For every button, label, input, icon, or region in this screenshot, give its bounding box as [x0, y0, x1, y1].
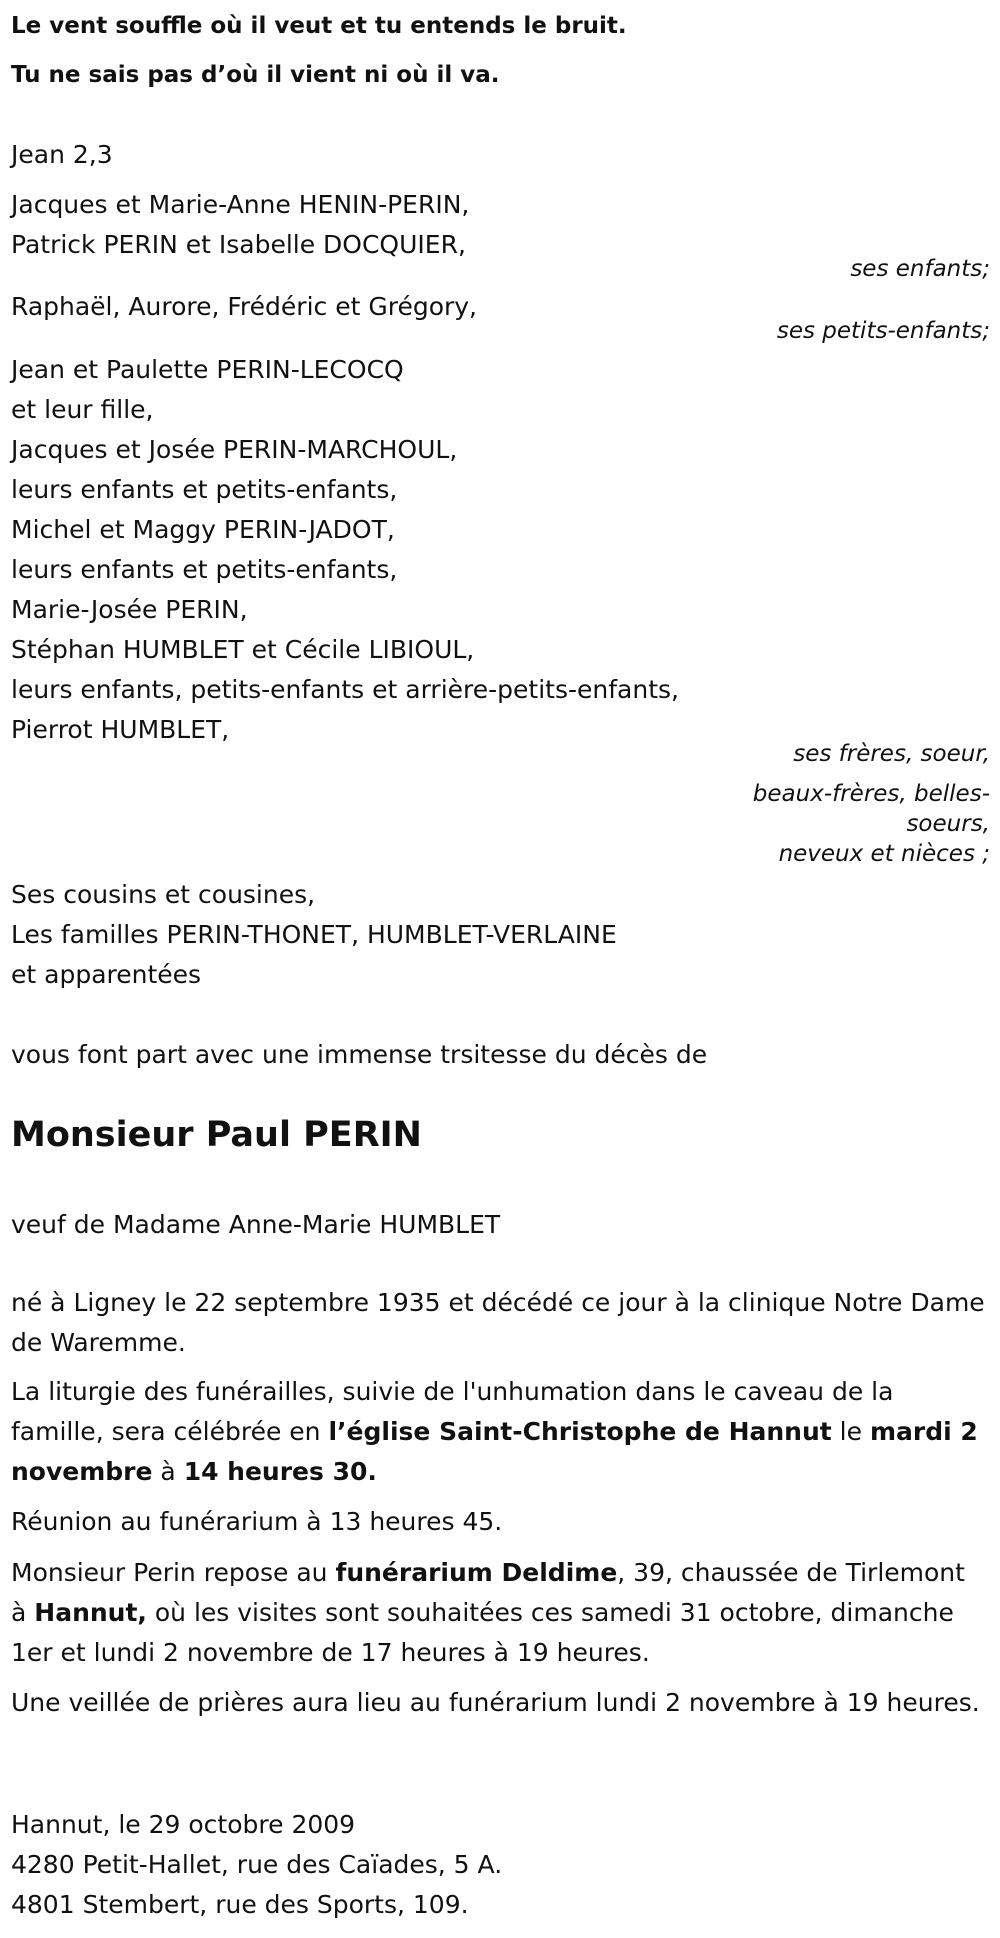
rest-paragraph — [11, 1553, 986, 1673]
birth-death-paragraph: né à Ligney le 22 septembre 1935 et décédé ce jour à la clinique Notre Dame de Waremme. — [11, 1288, 985, 1357]
liturgy-paragraph — [11, 1372, 986, 1492]
siblings-role-1: ses frères, soeur, — [793, 741, 990, 767]
rest-text-2: , 39, chaussée de Tirlemont à — [11, 1558, 965, 1627]
sibling-line-9: leurs enfants, petits-enfants et arrière-petits-enfants, — [11, 675, 679, 704]
funeral-date: mardi 2 novembre — [11, 1417, 978, 1486]
grandchildren-line: Raphaël, Aurore, Frédéric et Grégory, — [11, 292, 478, 321]
siblings-role-2b: soeurs, — [906, 811, 990, 837]
siblings-role-2a: beaux-frères, belles- — [752, 781, 990, 807]
bible-reference: Jean 2,3 — [11, 140, 113, 169]
funerarium-town: Hannut, — [34, 1598, 147, 1627]
sibling-line-8: Stéphan HUMBLET et Cécile LIBIOUL, — [11, 635, 475, 664]
epigraph-line-1: Le vent souffle où il veut et tu entends le bruit. — [11, 13, 627, 39]
sibling-line-2: et leur fille, — [11, 395, 154, 424]
sibling-line-1: Jean et Paulette PERIN-LECOCQ — [11, 355, 404, 384]
children-line-2: Patrick PERIN et Isabelle DOCQUIER, — [11, 230, 466, 259]
others-line-3: et apparentées — [11, 960, 202, 989]
liturgy-text-1: La liturgie des funérailles, suivie de l'unhumation dans le caveau de la famille, sera célébrée en — [11, 1377, 894, 1446]
others-line-1: Ses cousins et cousines, — [11, 880, 316, 909]
vigil-paragraph: Une veillée de prières aura lieu au funérarium lundi 2 novembre à 19 heures. — [11, 1688, 980, 1717]
rest-text-3: où les visites sont souhaitées ces samedi 31 octobre, dimanche 1er et lundi 2 novembre de 17 heures à 19 heures. — [11, 1598, 954, 1667]
sibling-line-7: Marie-Josée PERIN, — [11, 595, 248, 624]
children-line-1: Jacques et Marie-Anne HENIN-PERIN, — [11, 190, 470, 219]
announcement: vous font part avec une immense trsitesse du décès de — [11, 1040, 708, 1069]
others-line-2: Les familles PERIN-THONET, HUMBLET-VERLAINE — [11, 920, 617, 949]
sibling-line-3: Jacques et Josée PERIN-MARCHOUL, — [11, 435, 458, 464]
rest-text-1: Monsieur Perin repose au — [11, 1558, 336, 1587]
footer-address-2: 4801 Stembert, rue des Sports, 109. — [11, 1890, 469, 1919]
funerarium-name: funérarium Deldime — [335, 1558, 618, 1587]
sibling-line-5: Michel et Maggy PERIN-JADOT, — [11, 515, 395, 544]
sibling-line-6: leurs enfants et petits-enfants, — [11, 555, 398, 584]
deceased-name: Monsieur Paul PERIN — [11, 1115, 422, 1155]
children-role: ses enfants; — [850, 256, 990, 282]
sibling-line-4: leurs enfants et petits-enfants, — [11, 475, 398, 504]
grandchildren-role: ses petits-enfants; — [776, 318, 990, 344]
funeral-time: 14 heures 30. — [183, 1457, 377, 1486]
liturgy-text-3: à — [152, 1457, 184, 1486]
church-name: l’église Saint-Christophe de Hannut — [328, 1417, 832, 1446]
widow-of: veuf de Madame Anne-Marie HUMBLET — [11, 1210, 501, 1239]
meeting-info: Réunion au funérarium à 13 heures 45. — [11, 1507, 503, 1536]
sibling-line-10: Pierrot HUMBLET, — [11, 715, 230, 744]
footer-address-1: 4280 Petit-Hallet, rue des Caïades, 5 A. — [11, 1850, 503, 1879]
footer-place-date: Hannut, le 29 octobre 2009 — [11, 1810, 356, 1839]
liturgy-text-2: le — [831, 1417, 870, 1446]
epigraph-line-2: Tu ne sais pas d’où il vient ni où il va. — [11, 62, 500, 88]
siblings-role-3: neveux et nièces ; — [778, 841, 990, 867]
